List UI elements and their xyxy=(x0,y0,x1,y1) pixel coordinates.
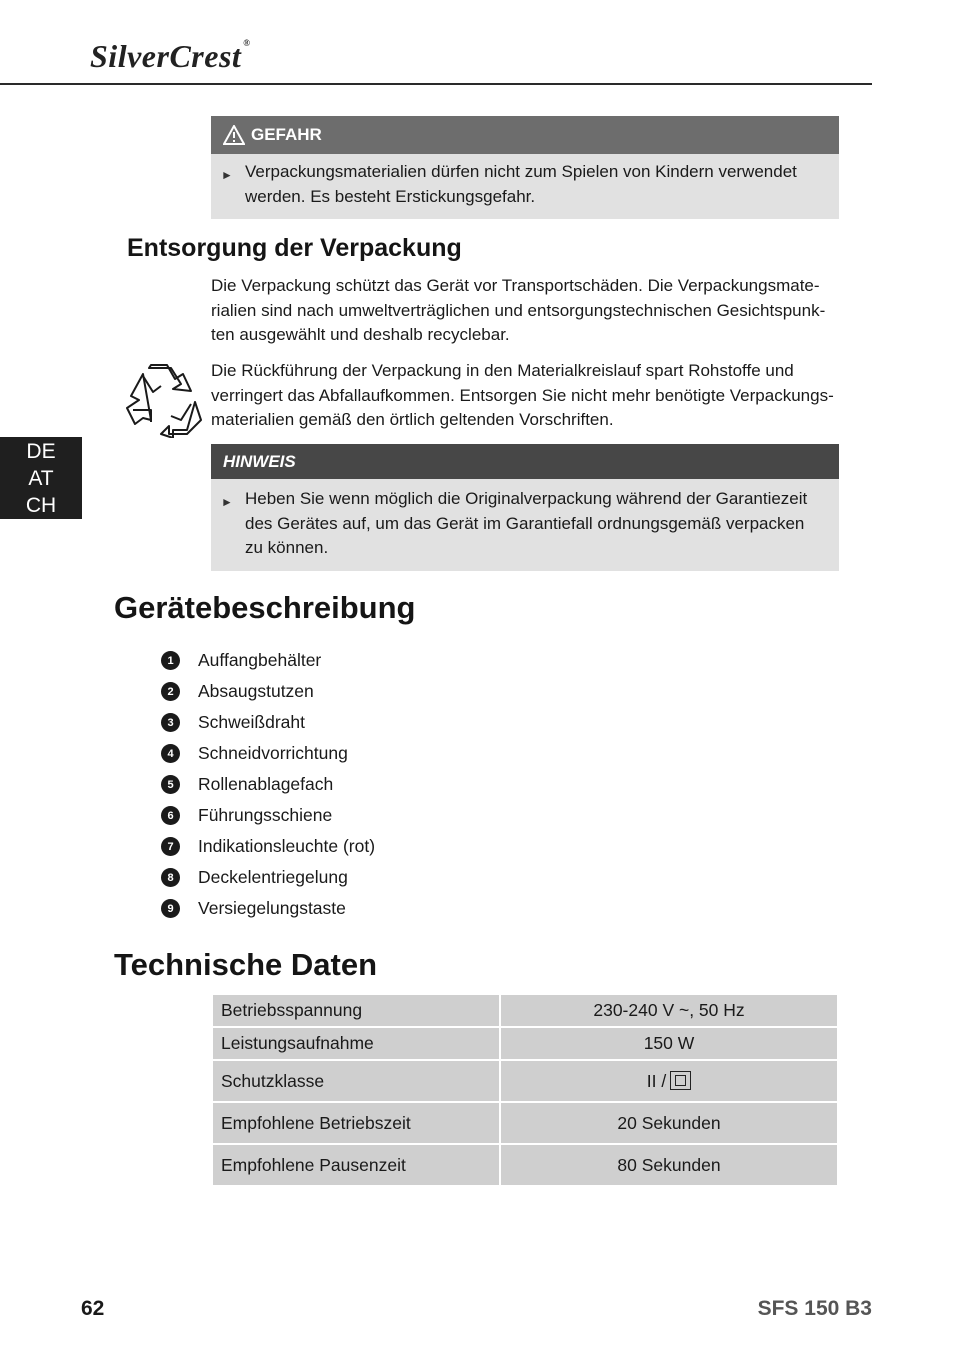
spec-value: 20 Sekunden xyxy=(500,1102,838,1144)
part-number-badge: 5 xyxy=(161,775,180,794)
note-header xyxy=(211,444,839,479)
list-item xyxy=(161,893,375,924)
danger-header xyxy=(211,116,839,154)
list-item xyxy=(161,800,375,831)
part-label: Indikationsleuchte (rot) xyxy=(198,836,376,856)
spec-value: II / xyxy=(646,1070,667,1091)
spec-label: Leistungsaufnahme xyxy=(212,1027,500,1060)
spec-value-cell xyxy=(500,1060,838,1102)
spec-label: Schutzklasse xyxy=(212,1060,500,1102)
bullet-arrow-icon: ► xyxy=(221,495,233,509)
lang-at: AT xyxy=(28,466,54,490)
recycling-icon xyxy=(121,362,203,438)
bullet-arrow-icon: ► xyxy=(221,168,233,182)
packaging-heading: Entsorgung der Verpackung xyxy=(127,234,462,262)
lang-ch: CH xyxy=(25,493,57,517)
table-row xyxy=(212,994,838,1027)
part-number-badge: 6 xyxy=(161,806,180,825)
part-number-badge: 4 xyxy=(161,744,180,763)
part-number-badge: 7 xyxy=(161,837,180,856)
part-number-badge: 3 xyxy=(161,713,180,732)
spec-label: Betriebsspannung xyxy=(212,994,500,1027)
spec-label: Empfohlene Pausenzeit xyxy=(212,1144,500,1186)
spec-value: 150 W xyxy=(500,1027,838,1060)
table-row xyxy=(212,1060,838,1102)
danger-box xyxy=(211,116,839,219)
danger-body xyxy=(211,154,839,219)
list-item xyxy=(161,738,375,769)
tech-table xyxy=(211,993,839,1187)
lang-de: DE xyxy=(26,439,56,463)
note-box xyxy=(211,444,839,571)
danger-title: GEFAHR xyxy=(251,125,322,144)
spec-value: 80 Sekunden xyxy=(500,1144,838,1186)
note-title: HINWEIS xyxy=(223,451,296,471)
note-body xyxy=(211,479,839,571)
part-number-badge: 9 xyxy=(161,899,180,918)
spec-value: 230-240 V ~, 50 Hz xyxy=(500,994,838,1027)
warning-triangle-icon xyxy=(223,125,245,145)
list-item xyxy=(161,645,375,676)
tech-heading: Technische Daten xyxy=(114,947,378,982)
table-row xyxy=(212,1144,838,1186)
list-item xyxy=(161,831,375,862)
packaging-para-2: Die Rückführung der Verpackung in den Materialkreislauf spart Rohstoffe und verringert das Abfallaufkommen. Entsorgen Sie nicht mehr benötigte Verpackungs-materialien gemäß den örtlich geltenden Vorschriften. xyxy=(211,361,834,429)
list-item xyxy=(161,707,375,738)
list-item xyxy=(161,769,375,800)
registered-mark: ® xyxy=(243,38,251,48)
part-label: Führungsschiene xyxy=(198,805,333,825)
protection-class-ii-icon xyxy=(670,1071,691,1090)
list-item xyxy=(161,862,375,893)
part-number-badge: 2 xyxy=(161,682,180,701)
part-label: Auffangbehälter xyxy=(198,650,322,670)
device-heading: Gerätebeschreibung xyxy=(114,590,416,625)
part-label: Deckelentriegelung xyxy=(198,867,348,887)
packaging-para-1: Die Verpackung schützt das Gerät vor Transportschäden. Die Verpackungsmate-rialien sind nach umweltverträglichen und entsorgungstechnischen Gesichtspunk-ten ausgewählt und deshalb recyclebar. xyxy=(211,276,826,344)
parts-list xyxy=(161,645,375,924)
part-label: Rollenablagefach xyxy=(198,774,334,794)
page-number: 62 xyxy=(81,1297,105,1320)
part-label: Schneidvorrichtung xyxy=(198,743,348,763)
danger-text: Verpackungsmaterialien dürfen nicht zum Spielen von Kindern verwendet werden. Es besteht Erstickungsgefahr. xyxy=(245,162,797,206)
model-number: SFS 150 B3 xyxy=(757,1297,872,1320)
brand-name: SilverCrest xyxy=(90,38,242,74)
list-item xyxy=(161,676,375,707)
header-rule xyxy=(0,83,872,85)
part-number-badge: 1 xyxy=(161,651,180,670)
part-label: Absaugstutzen xyxy=(198,681,314,701)
language-tab xyxy=(0,437,82,519)
part-label: Versiegelungstaste xyxy=(198,898,346,918)
table-row xyxy=(212,1027,838,1060)
part-number-badge: 8 xyxy=(161,868,180,887)
note-text: Heben Sie wenn möglich die Originalverpackung während der Garantiezeit des Gerätes auf, um das Gerät im Garantiefall ordnungsgemäß verpacken zu können. xyxy=(245,489,808,557)
part-label: Schweißdraht xyxy=(198,712,305,732)
spec-label: Empfohlene Betriebszeit xyxy=(212,1102,500,1144)
brand-logo xyxy=(90,38,251,75)
table-row xyxy=(212,1102,838,1144)
